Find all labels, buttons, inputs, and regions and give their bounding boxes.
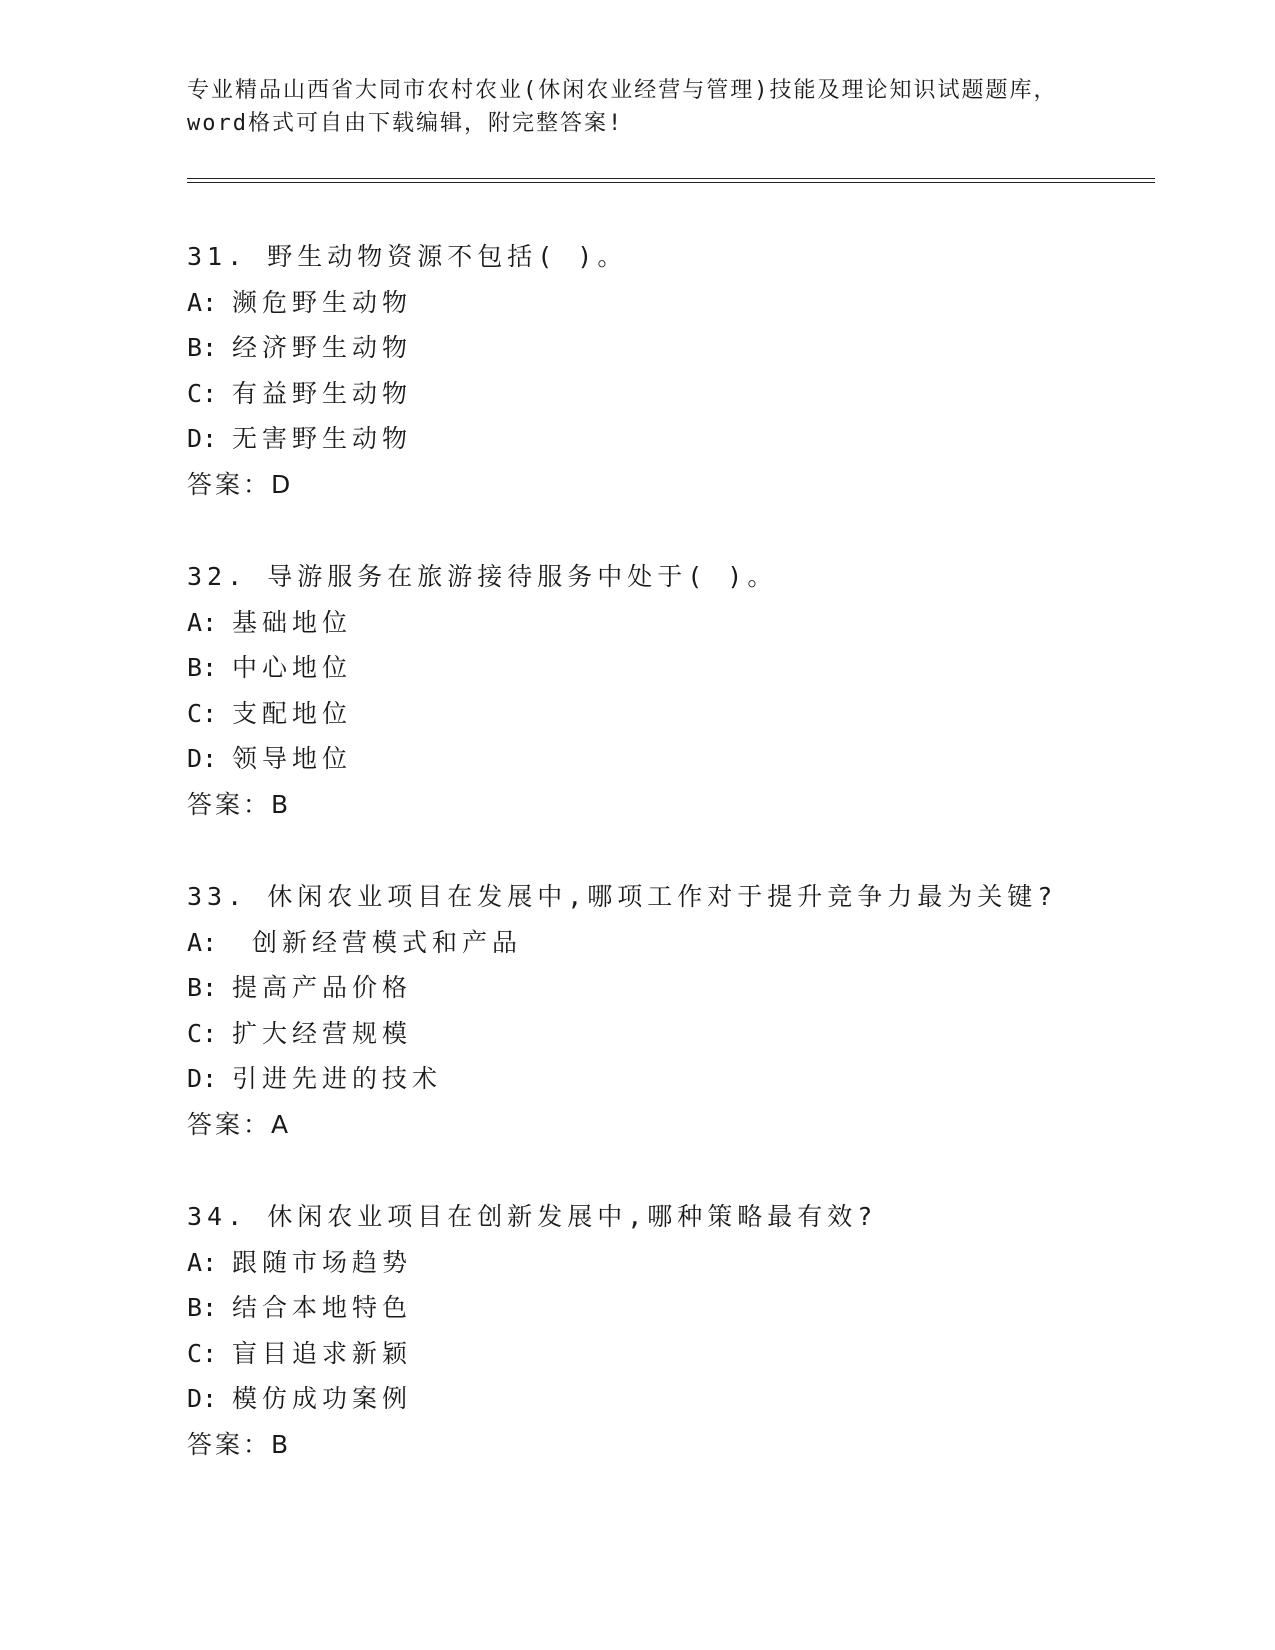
- option-d: [187, 416, 1147, 462]
- option-prefix: D:: [187, 1064, 218, 1093]
- question-list: [187, 234, 1147, 1514]
- option-prefix: D:: [187, 1384, 218, 1413]
- question-stem: 34. 休闲农业项目在创新发展中,哪种策略最有效?: [187, 1202, 878, 1231]
- option-c: [187, 371, 1147, 417]
- answer-value: B: [271, 789, 290, 819]
- option-prefix: C:: [187, 1338, 218, 1368]
- option-a: [187, 600, 1147, 646]
- answer-line: [187, 1422, 1147, 1468]
- option-text: 基础地位: [232, 607, 353, 637]
- option-prefix: B:: [187, 653, 218, 682]
- answer-value: B: [271, 1429, 290, 1459]
- option-text: 无害野生动物: [232, 424, 413, 453]
- option-b: [187, 965, 1147, 1011]
- answer-line: [187, 782, 1147, 828]
- option-text: 领导地位: [232, 744, 353, 773]
- option-text: 引进先进的技术: [232, 1064, 443, 1093]
- option-prefix: A:: [187, 1247, 218, 1277]
- question-stem: 32. 导游服务在旅游接待服务中处于( )。: [187, 562, 778, 591]
- question-stem: 33. 休闲农业项目在发展中,哪项工作对于提升竞争力最为关键?: [187, 882, 1058, 911]
- option-prefix: D:: [187, 424, 218, 453]
- option-prefix: D:: [187, 744, 218, 773]
- option-text: 提高产品价格: [232, 973, 413, 1002]
- option-a: [187, 280, 1147, 326]
- option-text: 跟随市场趋势: [232, 1247, 413, 1277]
- answer-value: A: [271, 1109, 290, 1139]
- option-c: [187, 1011, 1147, 1057]
- option-text: 创新经营模式和产品: [232, 927, 523, 957]
- option-prefix: B:: [187, 1293, 218, 1322]
- option-text: 扩大经营规模: [232, 1018, 413, 1048]
- document-header: [187, 74, 1087, 140]
- question-32: [187, 554, 1147, 874]
- answer-label: 答案：: [187, 789, 272, 819]
- option-d: [187, 1056, 1147, 1102]
- option-c: [187, 691, 1147, 737]
- option-d: [187, 736, 1147, 782]
- answer-line: [187, 1102, 1147, 1148]
- option-text: 中心地位: [232, 653, 353, 682]
- option-text: 盲目追求新颖: [232, 1338, 413, 1368]
- option-text: 濒危野生动物: [232, 287, 413, 317]
- option-text: 结合本地特色: [232, 1293, 413, 1322]
- option-prefix: C:: [187, 698, 218, 728]
- answer-label: 答案：: [187, 1109, 272, 1139]
- option-prefix: B:: [187, 973, 218, 1002]
- question-stem: 31. 野生动物资源不包括( )。: [187, 242, 628, 271]
- header-line-2: word格式可自由下载编辑，附完整答案!: [187, 111, 624, 136]
- option-a: [187, 1240, 1147, 1286]
- option-prefix: C:: [187, 378, 218, 408]
- option-c: [187, 1331, 1147, 1377]
- option-b: [187, 325, 1147, 371]
- option-prefix: A:: [187, 927, 218, 957]
- option-prefix: C:: [187, 1018, 218, 1048]
- answer-line: [187, 462, 1147, 508]
- question-31: [187, 234, 1147, 554]
- option-text: 有益野生动物: [232, 378, 413, 408]
- double-divider: [187, 178, 1155, 183]
- question-34: [187, 1194, 1147, 1514]
- option-prefix: B:: [187, 333, 218, 362]
- header-line-1: 专业精品山西省大同市农村农业(休闲农业经营与管理)技能及理论知识试题题库，: [187, 78, 1058, 103]
- option-text: 模仿成功案例: [232, 1384, 413, 1413]
- answer-label: 答案：: [187, 469, 272, 499]
- option-prefix: A:: [187, 287, 218, 317]
- option-b: [187, 645, 1147, 691]
- option-d: [187, 1376, 1147, 1422]
- answer-label: 答案：: [187, 1429, 272, 1459]
- option-prefix: A:: [187, 607, 218, 637]
- answer-value: D: [271, 469, 292, 499]
- option-text: 经济野生动物: [232, 333, 413, 362]
- question-33: [187, 874, 1147, 1194]
- option-a: [187, 920, 1147, 966]
- option-text: 支配地位: [232, 698, 353, 728]
- option-b: [187, 1285, 1147, 1331]
